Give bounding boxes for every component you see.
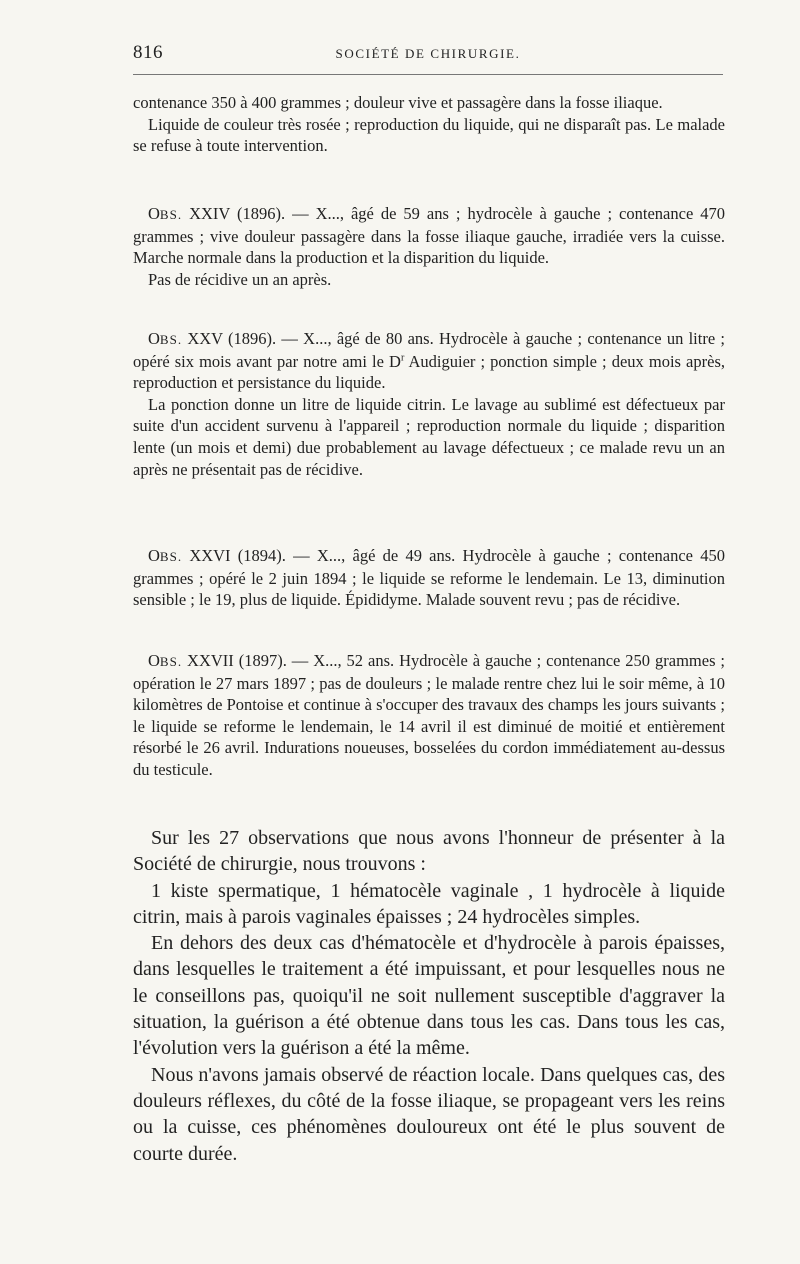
summary-counts: 1 kiste spermatique, 1 hématocèle vaginale , 1 hydrocèle à liquide citrin, mais à parois vaginales épaisses ; 24 hydrocèles simples. [133, 879, 725, 928]
summary-results: En dehors des deux cas d'hématocèle et d'hydrocèle à parois épaisses, dans lesquelles le traitement a été impuissant, et pour lesquelles nous ne le conseillons pas, quoiqu'il ne soit nullement susceptible d'aggraver la situation, la guérison a été obtenue dans tous les cas. Dans tous les cas, l'évolution vers la guérison a été la même. [133, 932, 725, 1060]
observation-label-small-caps: BS. [159, 207, 183, 222]
observation-label: O [148, 204, 160, 223]
observation-27-text [133, 650, 725, 781]
paragraph-continuation: contenance 350 à 400 grammes ; douleur vive et passagère dans la fosse iliaque. [133, 93, 663, 112]
page-number: 816 [133, 42, 163, 63]
paragraph-liquid-note: Liquide de couleur très rosée ; reproduction du liquide, qui ne disparaît pas. Le malade se refuse à toute intervention. [133, 114, 725, 156]
doctor-abbrev-superscript: r [400, 352, 405, 364]
observation-label: O [148, 329, 160, 348]
observation-body: XXVI (1894). — X..., âgé de 49 ans. Hydrocèle à gauche ; contenance 450 grammes ; opéré le 2 juin 1894 ; le liquide se reforme le lendemain. Le 13, diminution sensible ; le 19, plus de liquide. Épididyme. Malade souvent revu ; pas de récidive. [133, 546, 725, 610]
summary-section [133, 825, 725, 1167]
running-title: SOCIÉTÉ DE CHIRURGIE. [335, 46, 521, 61]
observation-body: XXVII (1897). — X..., 52 ans. Hydrocèle à gauche ; contenance 250 grammes ; opération le 27 mars 1897 ; pas de douleurs ; le malade rentre chez lui le soir même, à 10 kilomètres de Pontoise et continue à s'occuper des travaux des champs les jours suivants ; le liquide se reforme le lendemain, le 14 avril il est diminué de moitié et entièrement résorbé le 26 avril. Indurations noueuses, bosselées du cordon immédiatement au-dessus du testicule. [133, 651, 726, 779]
observation-25 [133, 328, 725, 480]
observation-24-text [133, 203, 725, 269]
summary-reactions: Nous n'avons jamais observé de réaction locale. Dans quelques cas, des douleurs réflexes, du côté de la fosse iliaque, se propageant vers les reins ou la cuisse, ces phénomènes douloureux ont été le plus souvent de courte durée. [133, 1063, 725, 1165]
continued-observation [133, 92, 725, 157]
observation-label-small-caps: BS. [159, 549, 183, 564]
observation-27 [133, 650, 725, 781]
observation-24-note: Pas de récidive un an après. [148, 269, 332, 289]
observation-25-text [133, 328, 725, 394]
header-rule [133, 74, 723, 75]
summary-intro: Sur les 27 observations que nous avons l'honneur de présenter à la Société de chirurgie, nous trouvons : [133, 827, 725, 876]
observation-body-cont: Audiguier ; ponction simple ; deux mois après, reproduction et persistance du liquide. [133, 351, 725, 393]
observation-26-text [133, 545, 725, 611]
observation-body: XXIV (1896). — X..., âgé de 59 ans ; hydrocèle à gauche ; contenance 470 grammes ; vive douleur passagère dans la fosse iliaque gauche, irradiée vers la cuisse. Marche normale dans la production et la disparition du liquide. [133, 204, 725, 268]
observation-label-small-caps: BS. [159, 332, 183, 347]
observation-label: O [148, 651, 160, 670]
observation-label: O [148, 546, 160, 565]
observation-24 [133, 203, 725, 290]
observation-26 [133, 545, 725, 611]
page-header [133, 42, 723, 68]
observation-label-small-caps: BS. [159, 654, 183, 669]
observation-25-note: La ponction donne un litre de liquide citrin. Le lavage au sublimé est défectueux par suite d'un accident survenu à l'appareil ; reproduction normale du liquide ; disparition lente (un mois et demi) due probablement au lavage défectueux ; ce malade revu un an après ne présentait pas de récidive. [133, 394, 725, 479]
observation-body: XXV (1896). — X..., âgé de 80 ans. Hydrocèle à gauche ; contenance un litre ; opéré six mois avant par notre ami le D [133, 329, 725, 371]
